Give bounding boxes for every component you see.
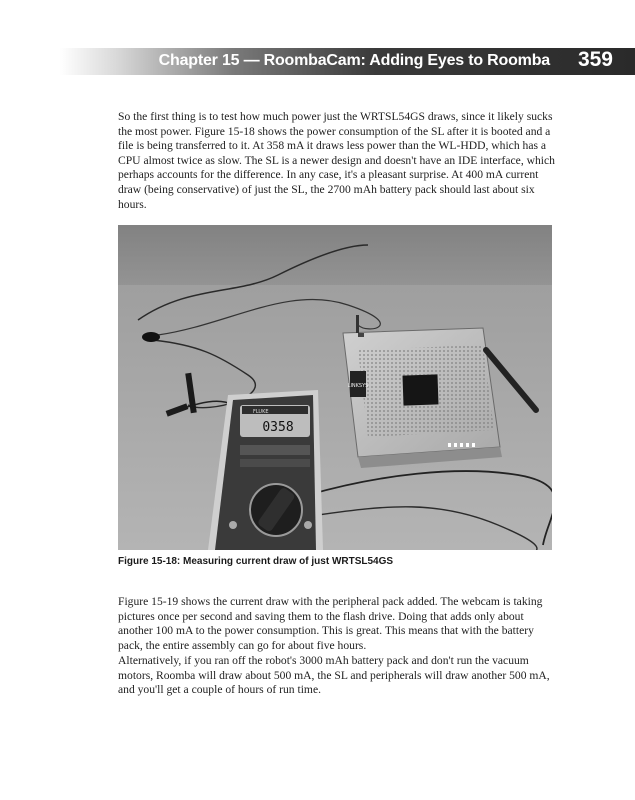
page-number: 359 — [577, 48, 613, 71]
paragraph-intro: So the first thing is to test how much power just the WRTSL54GS draws, since it likely sucks the most power. Figure 15-18 shows the power consumption of the SL after it is booted and a file is being transferred to it. At 358 mA it draws less power than the WL-HDD, which has a CPU almost twice as slow. The SL is a newer design and doesn't have an IDE interface, which perhaps accounts for the difference. In any case, it's a pleasant surprise. At 400 mA current draw (being conservative) of just the SL, the 2700 mAh battery pack should last about six hours. — [118, 110, 555, 211]
meter-reading: 0358 — [262, 420, 294, 435]
router-brand-label: LINKSYS — [347, 383, 369, 389]
meter-brand-label: FLUKE — [253, 409, 269, 415]
chapter-title: Chapter 15 — RoombaCam: Adding Eyes to Roomba — [158, 52, 550, 69]
figure-caption — [118, 556, 393, 567]
figure-caption-text: Measuring current draw of just WRTSL54GS — [183, 556, 394, 567]
figure-label: Figure 15-18: — [118, 556, 181, 567]
photo-illustration — [118, 225, 552, 550]
figure-photo — [118, 225, 552, 550]
paragraph-alternative: Alternatively, if you ran off the robot's 3000 mAh battery pack and don't run the vacuum motors, Roomba will draw about 500 mA, the SL and peripherals will draw another 500 mA, and you'll get a couple of hours of run time. — [118, 654, 550, 697]
paragraph-peripheral: Figure 15-19 shows the current draw with the peripheral pack added. The webcam is taking pictures once per second and saving them to the flash drive. Doing that adds only about another 100 mA to the power consumption. This is great. This means that with the battery pack, the entire assembly can go for about five hours. — [118, 595, 543, 652]
